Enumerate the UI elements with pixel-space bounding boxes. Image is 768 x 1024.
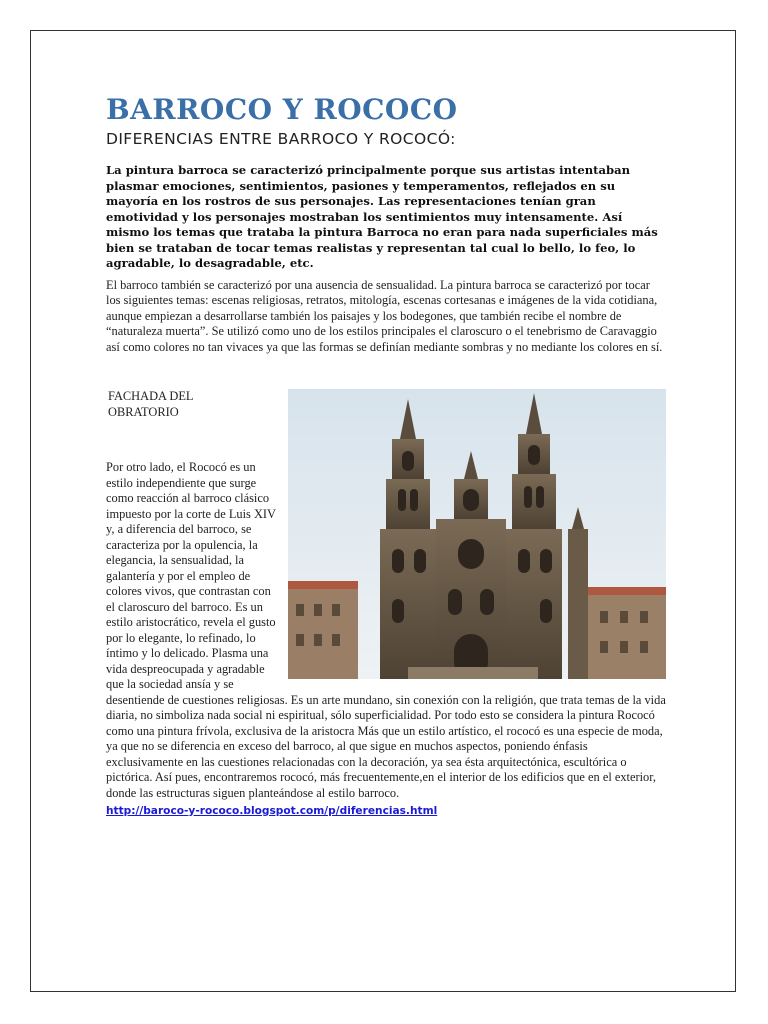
- document-subtitle: DIFERENCIAS ENTRE BARROCO Y ROCOCÓ:: [106, 130, 456, 148]
- rococo-section: [106, 389, 666, 801]
- document-content: [106, 93, 666, 819]
- document-title: BARROCO Y ROCOCO: [106, 93, 458, 126]
- baroque-paragraph: El barroco también se caracterizó por una ausencia de sensualidad. La pintura barroca se caracterizó por tocar los siguientes temas: escenas religiosas, retratos, mitología, escenas cortesanas e imágenes de la vida cotidiana, aunque empiezan a desarrollarse también los paisajes y los bodegones, que también recibe el nombre de “naturaleza muerta”. Se utilizó como uno de los estilos principales el claroscuro o el tenebrismo de Caravaggio así como colores no tan vivaces ya que las formas se definían mediante sombras y no mediante los colores en sí.: [106, 277, 663, 354]
- rococo-paragraph: Por otro lado, el Rococó es un estilo independiente que surge como reacción al barroco clásico impuesto por la corte de Luis XIV y, a diferencia del barroco, se caracteriza por la opulencia, la elegancia, la sensualidad, la galantería y por el empleo de colores vivos, que contrastan con el claroscuro del barroco. Es un estilo aristocrático, revela el gusto por lo elegante, lo refinado, lo íntimo y lo delicado. Plasma una vida despreocupada y agradable que la sociedad ansía y se desentiende de cuestiones religiosas. Es un arte mundano, sin conexión con la religión, que trata temas de la vida diaria, no simboliza nada social ni espiritual, sólo superficialidad. Por todo esto se considera la pintura Rococó como una pintura frívola, exclusiva de la aristocra Más que un estilo artístico, el rococó es una especie de moda, ya que no se diferencia en exceso del barroco, al que sigue en muchos aspectos, poniendo énfasis exclusivamente en las cuestiones relacionadas con la decoración, ya sea ésta arquitectónica, escultórica o pictórica. Así pues, encontraremos rococó, más frecuentemente,en el interior de los edificios que en el exterior, donde las estructuras siguen planteándose al estilo barroco.: [106, 460, 666, 800]
- document-page: [30, 30, 736, 992]
- image-caption: FACHADA DEL OBRATORIO: [108, 389, 194, 419]
- cathedral-illustration: [288, 389, 666, 679]
- cathedral-facade-image: [288, 389, 666, 679]
- source-link[interactable]: http://baroco-y-rococo.blogspot.com/p/diferencias.html: [106, 805, 438, 817]
- bold-intro-paragraph: La pintura barroca se caracterizó principalmente porque sus artistas intentaban plasmar emociones, sentimientos, pasiones y temperamentos, reflejados en su mayoría en los rostros de sus personajes. Las representaciones tenían gran emotividad y los personajes mostraban los sentimientos muy intensamente. Así mismo los temas que trataba la pintura Barroca no eran para nada superficiales más bien se trataban de tocar temas realistas y representan tal cual lo bello, lo feo, lo agradable, lo desagradable, etc.: [106, 163, 658, 270]
